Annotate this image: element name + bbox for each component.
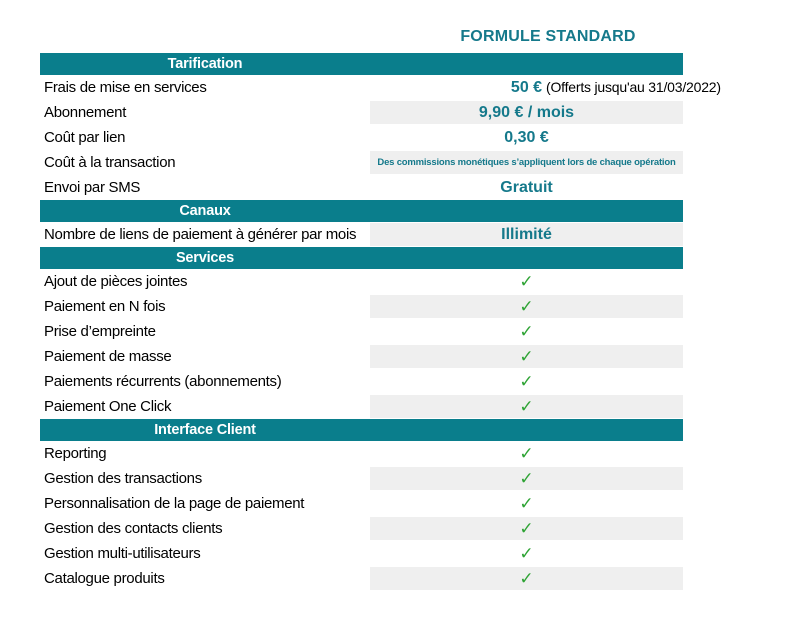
row-label: Reporting	[44, 445, 107, 462]
section-header-label: Interface Client	[154, 422, 256, 438]
table-row-paiement-one-click	[40, 394, 683, 419]
section-header-label: Services	[175, 250, 235, 266]
row-value	[370, 294, 683, 319]
row-value-text: 50 €	[510, 79, 543, 96]
row-value	[370, 441, 683, 466]
table-row-paiements-recurrents-abonnements	[40, 369, 683, 394]
check-icon: ✓	[519, 322, 534, 341]
row-value	[370, 319, 683, 344]
row-label: Coût par lien	[44, 129, 126, 146]
check-icon: ✓	[519, 272, 534, 291]
table-row-gestion-des-transactions	[40, 466, 683, 491]
section-header-canaux	[40, 200, 683, 222]
row-label: Gestion multi-utilisateurs	[44, 545, 201, 562]
row-value	[370, 222, 683, 247]
check-icon: ✓	[519, 569, 534, 588]
table-row-paiement-de-masse	[40, 344, 683, 369]
check-icon: ✓	[519, 297, 534, 316]
row-value	[370, 466, 683, 491]
row-value	[370, 75, 721, 100]
check-icon: ✓	[519, 397, 534, 416]
check-icon: ✓	[519, 519, 534, 538]
row-label: Gestion des transactions	[44, 470, 202, 487]
section-header-tarification	[40, 53, 683, 75]
row-label: Catalogue produits	[44, 570, 165, 587]
row-value	[370, 100, 683, 125]
table-row-frais-de-mise-en-services	[40, 75, 721, 100]
row-value	[370, 269, 683, 294]
row-value-text: Gratuit	[500, 179, 553, 196]
check-icon: ✓	[519, 494, 534, 513]
row-label: Prise d’empreinte	[44, 323, 156, 340]
row-label: Paiement de masse	[44, 348, 172, 365]
row-label: Personnalisation de la page de paiement	[44, 495, 305, 512]
row-value	[370, 516, 683, 541]
row-label: Paiement One Click	[44, 398, 172, 415]
row-value-text: 9,90 € / mois	[478, 104, 575, 121]
table-row-catalogue-produits	[40, 566, 683, 591]
row-label: Frais de mise en services	[44, 79, 207, 96]
table-row-prise-d-empreinte	[40, 319, 683, 344]
table-row-cout-par-lien	[40, 125, 683, 150]
row-value	[370, 394, 683, 419]
row-label: Coût à la transaction	[44, 154, 176, 171]
check-icon: ✓	[519, 444, 534, 463]
table-row-envoi-par-sms	[40, 175, 683, 200]
table-row-paiement-en-n-fois	[40, 294, 683, 319]
section-header-label: Canaux	[179, 203, 231, 219]
check-icon: ✓	[519, 372, 534, 391]
check-icon: ✓	[519, 544, 534, 563]
row-label: Nombre de liens de paiement à générer par mois	[44, 226, 357, 243]
row-value	[370, 344, 683, 369]
section-header-label: Tarification	[167, 56, 243, 72]
row-label: Gestion des contacts clients	[44, 520, 223, 537]
table-row-ajout-de-pieces-jointes	[40, 269, 683, 294]
row-value	[370, 566, 683, 591]
row-value-text: 0,30 €	[504, 129, 549, 146]
check-icon: ✓	[519, 347, 534, 366]
row-value	[370, 491, 683, 516]
row-value	[370, 150, 683, 175]
plan-title: FORMULE STANDARD	[460, 28, 636, 45]
table-row-personnalisation-de-la-page-de-paiement	[40, 491, 683, 516]
value-annotation: (Offerts jusqu'au 31/03/2022)	[546, 79, 721, 95]
section-header-services	[40, 247, 683, 269]
table-row-cout-a-la-transaction	[40, 150, 683, 175]
row-label: Abonnement	[44, 104, 127, 121]
row-value	[370, 369, 683, 394]
check-icon: ✓	[519, 469, 534, 488]
table-row-reporting	[40, 441, 683, 466]
row-value	[370, 541, 683, 566]
row-value	[370, 175, 683, 200]
table-row-abonnement	[40, 100, 683, 125]
row-value-text: Des commissions monétiques s’appliquent lors de chaque opération	[377, 157, 676, 168]
row-label: Paiements récurrents (abonnements)	[44, 373, 282, 390]
row-label: Paiement en N fois	[44, 298, 166, 315]
pricing-table	[40, 53, 721, 591]
row-label: Envoi par SMS	[44, 179, 141, 196]
table-row-nombre-de-liens-de-paiement-a-generer-par-mois	[40, 222, 683, 247]
section-header-interface-client	[40, 419, 683, 441]
row-value	[370, 125, 683, 150]
table-row-gestion-multi-utilisateurs	[40, 541, 683, 566]
row-label: Ajout de pièces jointes	[44, 273, 188, 290]
row-value-text: Illimité	[501, 226, 552, 243]
table-row-gestion-des-contacts-clients	[40, 516, 683, 541]
